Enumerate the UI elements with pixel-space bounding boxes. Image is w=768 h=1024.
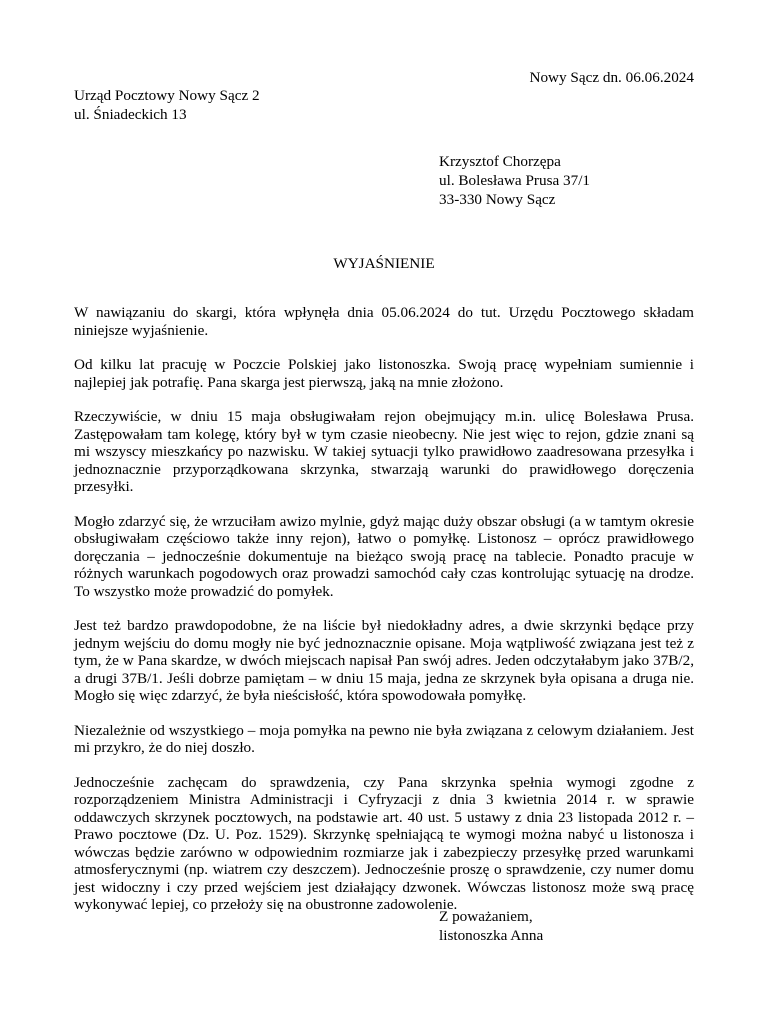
paragraph: Od kilku lat pracuję w Poczcie Polskiej jako listonoszka. Swoją pracę wypełniam sumiennie i najlepiej jak potrafię. Pana skarga jest pierwszą, jaką na mnie złożono. [74, 356, 694, 391]
sender-address [74, 86, 260, 124]
letter-body [74, 304, 694, 931]
paragraph: Jednocześnie zachęcam do sprawdzenia, czy Pana skrzynka spełnia wymogi zgodne z rozporządzeniem Ministra Administracji i Cyfryzacji z dnia 3 kwietnia 2014 r. w sprawie oddawczych skrzynek pocztowych, na podstawie art. 40 ust. 5 ustawy z dnia 23 listopada 2012 r. – Prawo pocztowe (Dz. U. Poz. 1529). Skrzynkę spełniającą te wymogi można nabyć u listonosza i wówczas będzie zarówno w odpowiednim rozmiarze jak i zabezpieczy przesyłkę przed warunkami atmosferycznymi (np. wiatrem czy deszczem). Jednocześnie proszę o sprawdzenie, czy numer domu jest widoczny i czy przed wejściem jest działający dzwonek. Wówczas listonosz może swą pracę wykonywać lepiej, co przełoży się na obustronne zadowolenie. [74, 773, 694, 913]
paragraph: Niezależnie od wszystkiego – moja pomyłka na pewno nie była związana z celowym działaniem. Jest mi przykro, że do niej doszło. [74, 721, 694, 756]
paragraph: Jest też bardzo prawdopodobne, że na liście był niedokładny adres, a dwie skrzynki będące przy jednym wejściu do domu mogły nie być jednoznacznie opisane. Moja wątpliwość związana jest też z tym, że w Pana skardze, w dwóch miejscach napisał Pan swój adres. Jeden odczytałabym jako 37B/2, a drugi 37B/1. Jeśli dobrze pamiętam – w dniu 15 maja, jedna ze skrzynek była opisana a druga nie. Mogło się więc zdarzyć, że była nieścisłość, która spowodowała pomyłkę. [74, 617, 694, 704]
paragraph: Mogło zdarzyć się, że wrzuciłam awizo mylnie, gdyż mając duży obszar obsługi (a w tamtym okresie obsługiwałam częściowo także inny rejon), łatwo o pomyłkę. Listonosz – oprócz prawidłowego doręczania – jednocześnie dokumentuje na bieżąco swoją pracę na tablecie. Ponadto pracuje w różnych warunkach pogodowych oraz prowadzi samochód cały czas kontrolując sytuację na drodze. To wszystko może prowadzić do pomyłek. [74, 512, 694, 600]
paragraph: W nawiązaniu do skargi, która wpłynęła dnia 05.06.2024 do tut. Urzędu Pocztowego składam niniejsze wyjaśnienie. [74, 304, 694, 339]
recipient-address [439, 152, 590, 209]
document-title: WYJAŚNIENIE [333, 255, 435, 272]
recipient-name: Krzysztof Chorzępa [439, 153, 561, 170]
date-line: Nowy Sącz dn. 06.06.2024 [529, 69, 694, 86]
recipient-city: 33-330 Nowy Sącz [439, 191, 556, 208]
paragraph: Rzeczywiście, w dniu 15 maja obsługiwałam rejon obejmujący m.in. ulicę Bolesława Prusa. Zastępowałam tam kolegę, który był w tym czasie nieobecny. Nie jest więc to rejon, gdzie znani są mi wszyscy mieszkańcy po nazwisku. W takiej sytuacji tylko prawidłowo zaadresowana przesyłka i jednoznacznie przyporządkowana skrzynka, stwarzają warunki do prawidłowego doręczenia przesyłki. [74, 408, 694, 495]
recipient-street: ul. Bolesława Prusa 37/1 [439, 172, 591, 189]
sender-street: ul. Śniadeckich 13 [74, 106, 187, 123]
closing-block [439, 907, 543, 945]
closing-salutation: Z poważaniem, [439, 908, 533, 925]
closing-signature: listonoszka Anna [439, 927, 544, 944]
sender-office: Urząd Pocztowy Nowy Sącz 2 [74, 87, 260, 104]
